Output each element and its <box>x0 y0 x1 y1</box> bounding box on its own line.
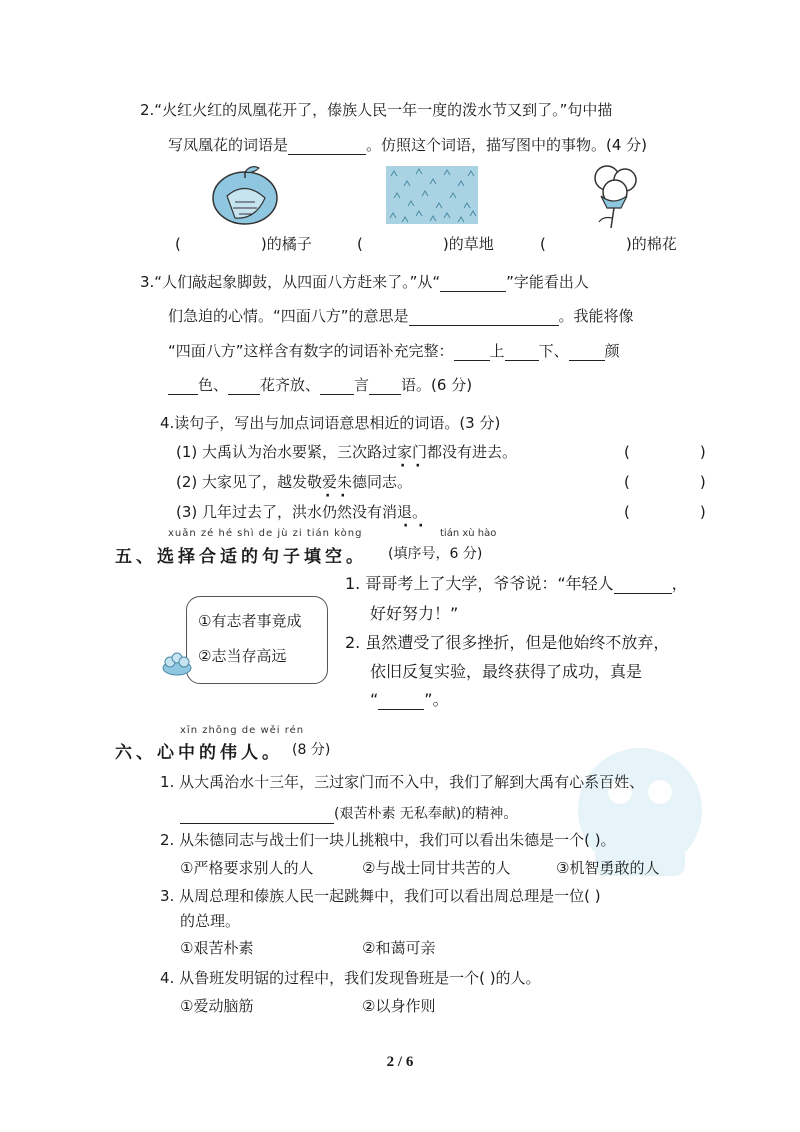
q3-line4-part3: 言 <box>354 376 370 394</box>
q4-answer-2[interactable] <box>624 472 706 492</box>
sec6-pinyin: xīn zhōng de wěi rén <box>180 725 305 736</box>
q3-meaning-blank[interactable] <box>409 309 559 326</box>
q4-answer-1-open: ( <box>624 443 630 461</box>
q4-item-3: (3) 几年过去了，洪水仍然没有消退。 <box>176 503 428 521</box>
q4-answer-2-open: ( <box>624 473 630 491</box>
orange-image <box>205 160 285 230</box>
q3-line3-part3: 下、 <box>538 342 569 360</box>
sec6-q1-line1: 1. 从大禹治水十三年，三过家门而不入中，我们了解到大禹有心系百姓、 <box>160 773 645 791</box>
sec6-q1-line2 <box>180 803 517 824</box>
q4-item-1: (1) 大禹认为治水要紧，三次路过家门都没有进去。 <box>176 443 518 461</box>
q2-line2 <box>168 135 647 155</box>
q2-item-grass-open: ( <box>357 235 363 253</box>
grass-image <box>386 166 478 224</box>
sec6-score: (8 分) <box>292 742 331 758</box>
q3-blank-5[interactable] <box>228 378 260 395</box>
cotton-image <box>575 158 655 230</box>
q3-blank-7[interactable] <box>369 378 401 395</box>
q2-item-cotton-open: ( <box>540 235 546 253</box>
q2-item-grass <box>357 234 494 254</box>
q2-item-orange <box>175 234 312 254</box>
sec6-q3-option-2: ②和蔼可亲 <box>362 939 436 957</box>
sec5-pinyin: xuǎn zé hé shì de jù zi tián kòng <box>168 528 363 539</box>
q3-blank-1[interactable] <box>454 344 490 361</box>
q2-line2-part1: 写凤凰花的词语是 <box>168 136 289 154</box>
sec5-title: 五、选择合适的句子填空。 <box>115 547 367 567</box>
q4-item-2: (2) 大家见了，越发敬爱朱德同志。 <box>176 473 413 491</box>
q4-answer-1-close: ) <box>699 443 706 461</box>
q3-line4-part2: 花齐放、 <box>260 376 321 394</box>
q3-line1-part1: 3.“人们敲起象脚鼓，从四面八方赶来了。”从“ <box>140 273 441 291</box>
flower-decoration-icon <box>160 648 194 678</box>
q3-char-blank[interactable] <box>440 275 506 292</box>
q3-line4-part4: 语。(6 分) <box>401 376 473 394</box>
q4-answer-3-open: ( <box>624 503 630 521</box>
sec5-q2-blank[interactable] <box>378 693 424 710</box>
q3-line1 <box>140 272 589 292</box>
q2-item-cotton <box>540 234 677 254</box>
emphasis-dots-2: · · <box>325 488 346 504</box>
sec5-q2-line3 <box>370 690 449 710</box>
q3-blank-6[interactable] <box>320 378 354 395</box>
sec5-q1-part2: ， <box>671 574 688 593</box>
sec6-q1-hint: (艰苦朴素 无私奉献)的精神。 <box>334 806 518 822</box>
sec5-pinyin-2: tián xù hào <box>440 528 497 539</box>
q3-line4-part1: 色、 <box>198 376 229 394</box>
q2-item-orange-open: ( <box>175 235 181 253</box>
q4-answer-3-close: ) <box>699 503 706 521</box>
emphasis-dots-1: · · <box>400 458 421 474</box>
sec6-title: 六、心中的伟人。 <box>115 743 283 763</box>
sec6-q2-option-3: ③机智勇敢的人 <box>556 859 660 877</box>
q4-answer-2-close: ) <box>699 473 706 491</box>
sec6-q3-line2: 的总理。 <box>180 912 241 930</box>
sec5-q2-line2: 依旧反复实验，最终获得了成功，真是 <box>370 662 643 681</box>
emphasis-dots-3: · · <box>403 518 424 534</box>
q2-line2-part2: 。仿照这个词语，描写图中的事物。(4 分) <box>366 136 648 154</box>
sec6-q2-option-2: ②与战士同甘共苦的人 <box>362 859 511 877</box>
sec6-q2-option-1: ①严格要求别人的人 <box>180 859 314 877</box>
q3-line2 <box>168 306 634 326</box>
q3-blank-2[interactable] <box>505 344 539 361</box>
sec5-option-1: ①有志者事竟成 <box>198 612 302 630</box>
q3-blank-4[interactable] <box>168 378 198 395</box>
q4-answer-3[interactable] <box>624 502 706 522</box>
q3-line2-part1: 们急迫的心情。“四面八方”的意思是 <box>168 307 409 325</box>
q4-title: 4.读句子，写出与加点词语意思相近的词语。(3 分) <box>160 414 501 432</box>
sec5-option-2: ②志当存高远 <box>198 647 287 665</box>
q2-line1: 2.“火红火红的凤凰花开了，傣族人民一年一度的泼水节又到了。”句中描 <box>140 101 613 119</box>
q2-answer-blank[interactable] <box>288 138 366 155</box>
sec6-q4: 4. 从鲁班发明锯的过程中，我们发现鲁班是一个( )的人。 <box>160 969 541 987</box>
q3-line3-part4: 颜 <box>604 342 620 360</box>
sec6-q4-option-1: ①爱动脑筋 <box>180 997 254 1015</box>
q3-blank-3[interactable] <box>569 344 605 361</box>
q3-line3-part2: 上 <box>489 342 505 360</box>
sec5-q2-close-quote: ”。 <box>424 690 449 709</box>
sec5-q2-line1: 2. 虽然遭受了很多挫折，但是他始终不放弃， <box>345 633 670 652</box>
q2-item-orange-label: )的橘子 <box>260 235 312 253</box>
sec6-q3-line1: 3. 从周总理和傣族人民一起跳舞中，我们可以看出周总理是一位( ) <box>160 887 601 905</box>
q2-item-grass-label: )的草地 <box>442 235 494 253</box>
page-number: 2 / 6 <box>386 1054 414 1070</box>
sec5-q1-blank[interactable] <box>614 577 672 594</box>
sec6-q1-blank[interactable] <box>180 807 334 824</box>
sec6-q4-option-2: ②以身作则 <box>362 997 436 1015</box>
q3-line1-part2: ”字能看出人 <box>506 273 589 291</box>
q4-answer-1[interactable] <box>624 442 706 462</box>
sec5-q1-line2: 好好努力！” <box>370 604 459 623</box>
q3-line4 <box>168 375 472 395</box>
q3-line3 <box>168 341 620 361</box>
q3-line3-part1: “四面八方”这样含有数字的词语补充完整： <box>168 342 454 360</box>
sec6-q3-option-1: ①艰苦朴素 <box>180 939 254 957</box>
sec6-q2: 2. 从朱德同志与战士们一块儿挑粮中，我们可以看出朱德是一个( )。 <box>160 831 616 849</box>
q2-item-cotton-label: )的棉花 <box>625 235 677 253</box>
sec5-q1-part1: 1. 哥哥考上了大学，爷爷说：“年轻人 <box>345 574 614 593</box>
sec5-q1-line1 <box>345 574 688 594</box>
sec5-q2-open-quote: “ <box>370 690 379 709</box>
q3-line2-part2: 。我能将像 <box>558 307 634 325</box>
sec5-score: (填序号，6 分) <box>388 546 483 562</box>
